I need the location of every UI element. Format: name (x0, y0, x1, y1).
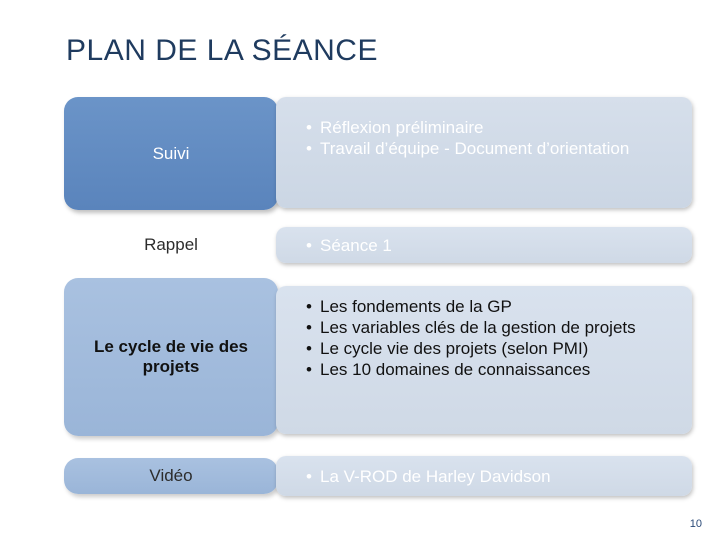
row-label-box (64, 458, 278, 494)
row-content-box (276, 97, 692, 208)
row-label: Le cycle de vie des projets (93, 337, 249, 376)
row-content-box (276, 286, 692, 434)
bullet-list (306, 296, 678, 380)
row-content-box (276, 456, 692, 496)
row-content-box (276, 227, 692, 263)
bullet-item: • Le cycle vie des projets (selon PMI) (306, 338, 678, 359)
bullet-list (306, 235, 678, 256)
page-number: 10 (689, 518, 702, 530)
row-label: Suivi (152, 143, 190, 163)
bullet-item: • Travail d’équipe - Document d’orientation (306, 138, 678, 159)
bullet-list (306, 117, 678, 159)
bullet-item: • Les 10 domaines de connaissances (306, 359, 678, 380)
bullet-item: • Les fondements de la GP (306, 296, 678, 317)
bullet-item: • Les variables clés de la gestion de projets (306, 317, 678, 338)
row-label-box (64, 278, 278, 436)
bullet-list (306, 466, 678, 487)
slide-title: PLAN DE LA SÉANCE (66, 34, 378, 67)
bullet-item: • Séance 1 (306, 235, 678, 256)
row-label: Vidéo (149, 466, 193, 485)
row-label: Rappel (144, 235, 198, 254)
row-label-box (64, 97, 278, 210)
row-label-box (64, 227, 278, 263)
bullet-item: • Réflexion préliminaire (306, 117, 678, 138)
bullet-item: • La V-ROD de Harley Davidson (306, 466, 678, 487)
